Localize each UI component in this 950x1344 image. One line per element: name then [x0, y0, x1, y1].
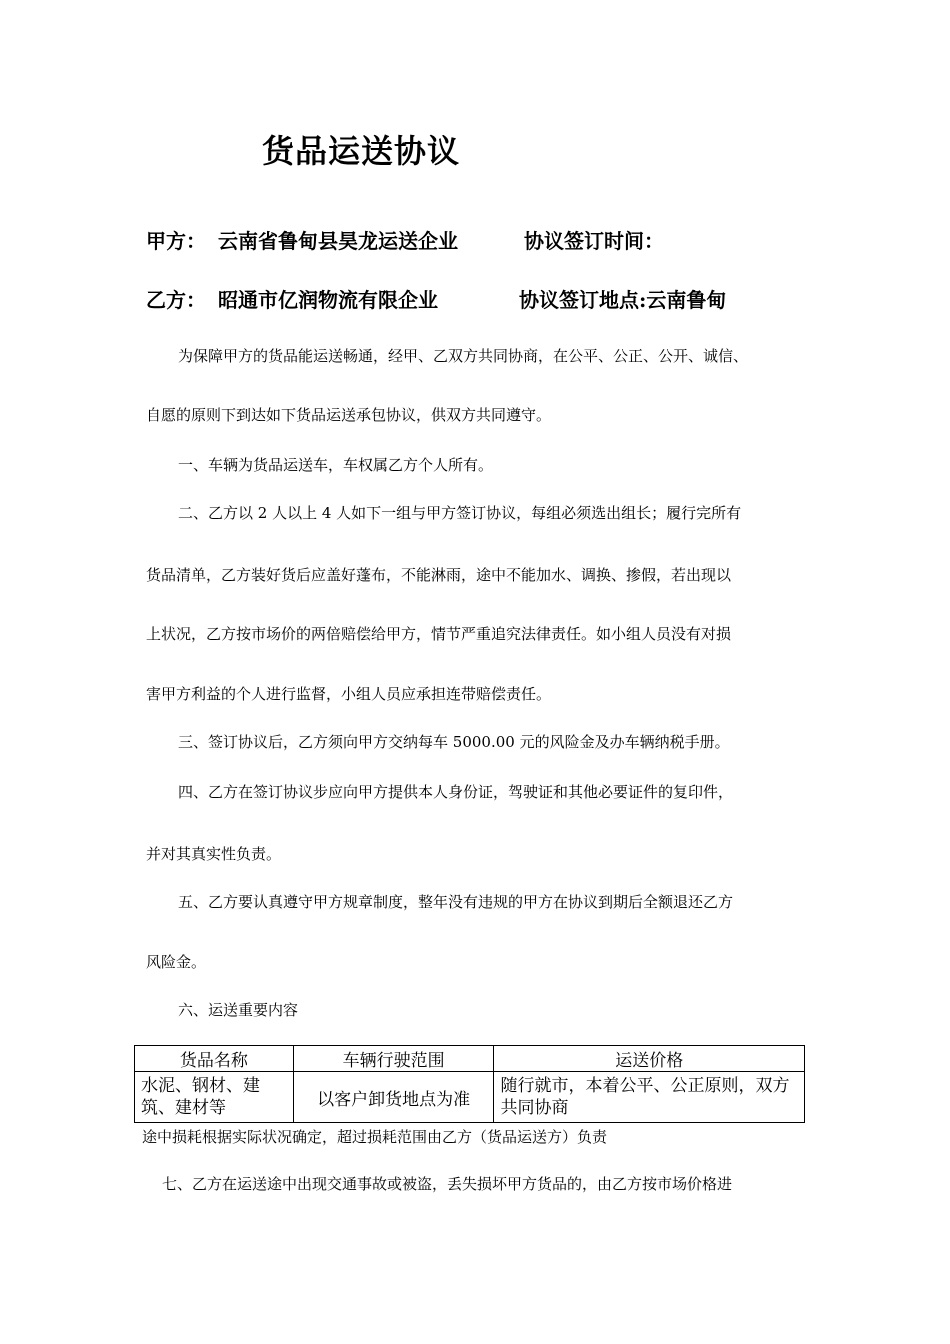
- clause-7: 七、乙方在运送途中出现交通事故或被盗，丢失损坏甲方货品的，由乙方按市场价格进: [162, 1175, 733, 1193]
- clause-2: 二、乙方以 2 人以上 4 人如下一组与甲方签订协议，每组必须选出组长；履行完所有: [178, 504, 742, 522]
- loss-note: 途中损耗根据实际状况确定，超过损耗范围由乙方（货品运送方）负责: [142, 1128, 608, 1146]
- table-header: 货品名称: [135, 1046, 294, 1072]
- body-line: 为保障甲方的货品能运送畅通，经甲、乙双方共同协商，在公平、公正、公开、诚信、: [178, 347, 749, 365]
- document-title: 货品运送协议: [262, 132, 461, 170]
- table-cell: 随行就市，本着公平、公正原则，双方共同协商: [494, 1072, 805, 1123]
- party-a-row: [146, 225, 664, 254]
- clause-5: 五、乙方要认真遵守甲方规章制度，整年没有违规的甲方在协议到期后全额退还乙方: [178, 893, 734, 911]
- party-a-label: 甲方：: [146, 229, 206, 253]
- table-header: 运送价格: [494, 1046, 805, 1072]
- transport-table: [134, 1045, 805, 1123]
- clause-6: 六、运送重要内容: [178, 1001, 299, 1019]
- body-line: 上状况，乙方按市场价的两倍赔偿给甲方，情节严重追究法律责任。如小组人员没有对损: [146, 625, 732, 643]
- clause-4: 四、乙方在签订协议步应向甲方提供本人身份证，驾驶证和其他必要证件的复印件，: [178, 783, 734, 801]
- body-line: 风险金。: [146, 953, 207, 971]
- body-line: 并对其真实性负责。: [146, 845, 282, 863]
- party-a-name: 云南省鲁甸县昊龙运送企业: [218, 229, 458, 253]
- clause-1: 一、车辆为货品运送车，车权属乙方个人所有。: [178, 456, 494, 474]
- table-header-row: [135, 1046, 805, 1072]
- sign-place-label: 协议签订地点:云南鲁甸: [519, 288, 727, 312]
- body-line: 货品清单，乙方装好货后应盖好蓬布，不能淋雨，途中不能加水、调换、掺假，若出现以: [146, 566, 732, 584]
- party-b-label: 乙方：: [146, 288, 206, 312]
- table-cell: 水泥、钢材、建筑、建材等: [135, 1072, 294, 1123]
- clause-3: 三、签订协议后，乙方须向甲方交纳每车 5000.00 元的风险金及办车辆纳税手册。: [178, 733, 730, 751]
- party-b-row: [146, 284, 727, 313]
- table-header: 车辆行驶范围: [293, 1046, 494, 1072]
- party-b-name: 昭通市亿润物流有限企业: [218, 288, 438, 312]
- body-line: 害甲方利益的个人进行监督，小组人员应承担连带赔偿责任。: [146, 685, 552, 703]
- table-cell: 以客户卸货地点为准: [293, 1072, 494, 1123]
- body-line: 自愿的原则下到达如下货品运送承包协议，供双方共同遵守。: [146, 406, 552, 424]
- table-row: [135, 1072, 805, 1123]
- sign-time-label: 协议签订时间：: [524, 229, 664, 253]
